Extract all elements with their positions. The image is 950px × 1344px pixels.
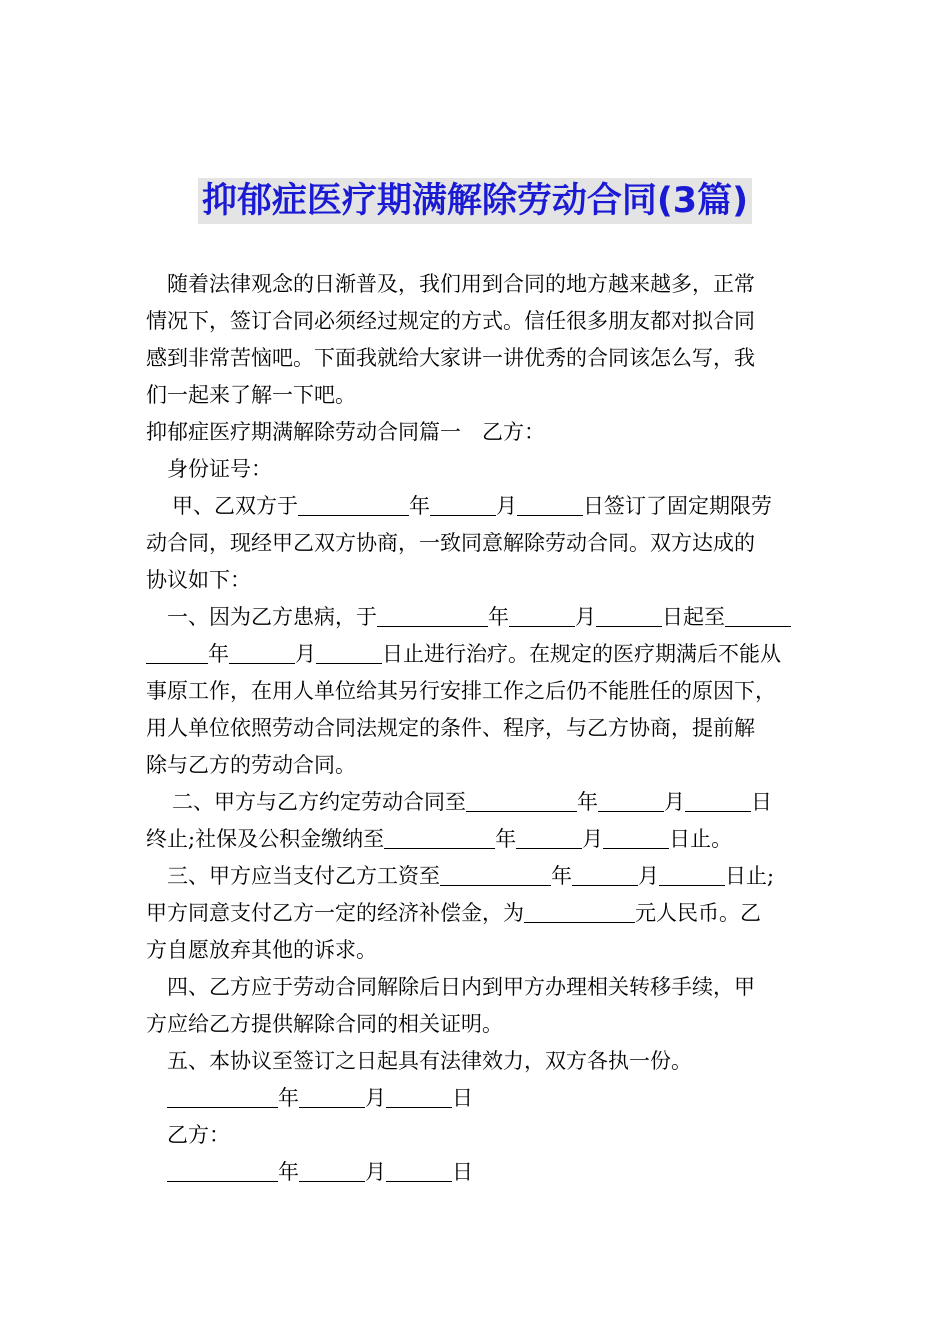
blank-line: [659, 864, 725, 886]
clause-4-line: 方应给乙方提供解除合同的相关证明。: [146, 1012, 503, 1036]
text: 年: [208, 642, 229, 666]
blank-line: [516, 827, 582, 849]
text: 年: [495, 827, 517, 851]
text: 月: [582, 827, 604, 851]
signature-date-line: [146, 1154, 811, 1191]
text: 日签订了固定期限劳: [583, 494, 772, 518]
blank-line: [386, 1160, 452, 1182]
text: 月: [365, 1086, 386, 1110]
blank-line: [517, 494, 583, 516]
title-wrap: [0, 178, 950, 224]
clause-1-line: 事原工作，在用人单位给其另行安排工作之后仍不能胜任的原因下，: [146, 679, 776, 703]
text: 月: [575, 605, 596, 629]
clause-1-line: [146, 599, 811, 636]
blank-line: [299, 1086, 365, 1108]
clause-1-line: 除与乙方的劳动合同。: [146, 753, 356, 777]
text: 日起至: [662, 605, 725, 629]
text: 月: [496, 494, 517, 518]
clause-4-line: 四、乙方应于劳动合同解除后日内到甲方办理相关转移手续，甲: [167, 975, 755, 999]
text: 月: [664, 790, 685, 814]
blank-line: [384, 827, 495, 849]
text: 日止进行治疗。在规定的医疗期满后不能从: [382, 642, 781, 666]
text: 终止;社保及公积金缴纳至: [146, 827, 385, 851]
intro-line: 情况下，签订合同必须经过规定的方式。信任很多朋友都对拟合同: [146, 309, 755, 333]
text: 三、甲方应当支付乙方工资至: [167, 864, 440, 888]
blank-line: [509, 605, 575, 627]
intro-line: 随着法律观念的日渐普及，我们用到合同的地方越来越多，正常: [167, 272, 755, 296]
blank-line: [524, 901, 635, 923]
blank-line: [725, 605, 791, 627]
blank-line: [167, 1086, 278, 1108]
blank-line: [572, 864, 638, 886]
blank-line: [229, 642, 295, 664]
section-heading: 抑郁症医疗期满解除劳动合同篇一 乙方：: [146, 420, 545, 444]
text: 年: [577, 790, 598, 814]
clause-intro-line: 动合同，现经甲乙双方协商，一致同意解除劳动合同。双方达成的: [146, 531, 755, 555]
text: 年: [551, 864, 572, 888]
blank-line: [685, 790, 751, 812]
text: 月: [365, 1160, 386, 1184]
text: 年: [409, 494, 430, 518]
text: 日止;: [725, 864, 775, 888]
text: 日: [751, 790, 772, 814]
text: 日止。: [669, 827, 733, 851]
clause-intro-line: [146, 488, 811, 525]
clause-intro-line: 协议如下：: [146, 568, 251, 592]
text: 月: [638, 864, 659, 888]
blank-line: [603, 827, 669, 849]
text: 年: [278, 1160, 299, 1184]
blank-line: [598, 790, 664, 812]
clause-2-line: [146, 821, 811, 858]
clause-1-line: [146, 636, 811, 673]
clause-2-line: [146, 784, 811, 821]
blank-line: [596, 605, 662, 627]
document-body: [146, 266, 811, 1191]
blank-line: [386, 1086, 452, 1108]
blank-line: [430, 494, 496, 516]
document-title: 抑郁症医疗期满解除劳动合同(3篇): [198, 178, 752, 224]
signature-date-line: [146, 1080, 811, 1117]
blank-line: [466, 790, 577, 812]
text: 年: [488, 605, 509, 629]
text: 甲方同意支付乙方一定的经济补偿金，为: [146, 901, 524, 925]
clause-3-line: [146, 858, 811, 895]
text: 一、因为乙方患病，于: [167, 605, 377, 629]
blank-line: [298, 494, 409, 516]
clause-3-line: 方自愿放弃其他的诉求。: [146, 938, 377, 962]
text: 日: [452, 1160, 473, 1184]
blank-line: [440, 864, 551, 886]
text: 甲、乙双方于: [172, 494, 298, 518]
blank-line: [299, 1160, 365, 1182]
clause-3-line: [146, 895, 811, 932]
party-b-signature-label: 乙方：: [167, 1123, 230, 1147]
clause-5-line: 五、本协议至签订之日起具有法律效力，双方各执一份。: [167, 1049, 692, 1073]
text: 元人民币。乙: [635, 901, 761, 925]
text: 月: [295, 642, 316, 666]
blank-line: [167, 1160, 278, 1182]
id-number-label: 身份证号：: [167, 457, 272, 481]
text: 二、甲方与乙方约定劳动合同至: [172, 790, 466, 814]
text: 日: [452, 1086, 473, 1110]
intro-line: 们一起来了解一下吧。: [146, 383, 356, 407]
text: 年: [278, 1086, 299, 1110]
intro-line: 感到非常苦恼吧。下面我就给大家讲一讲优秀的合同该怎么写，我: [146, 346, 755, 370]
blank-line: [146, 642, 208, 664]
clause-1-line: 用人单位依照劳动合同法规定的条件、程序，与乙方协商，提前解: [146, 716, 755, 740]
blank-line: [316, 642, 382, 664]
blank-line: [377, 605, 488, 627]
